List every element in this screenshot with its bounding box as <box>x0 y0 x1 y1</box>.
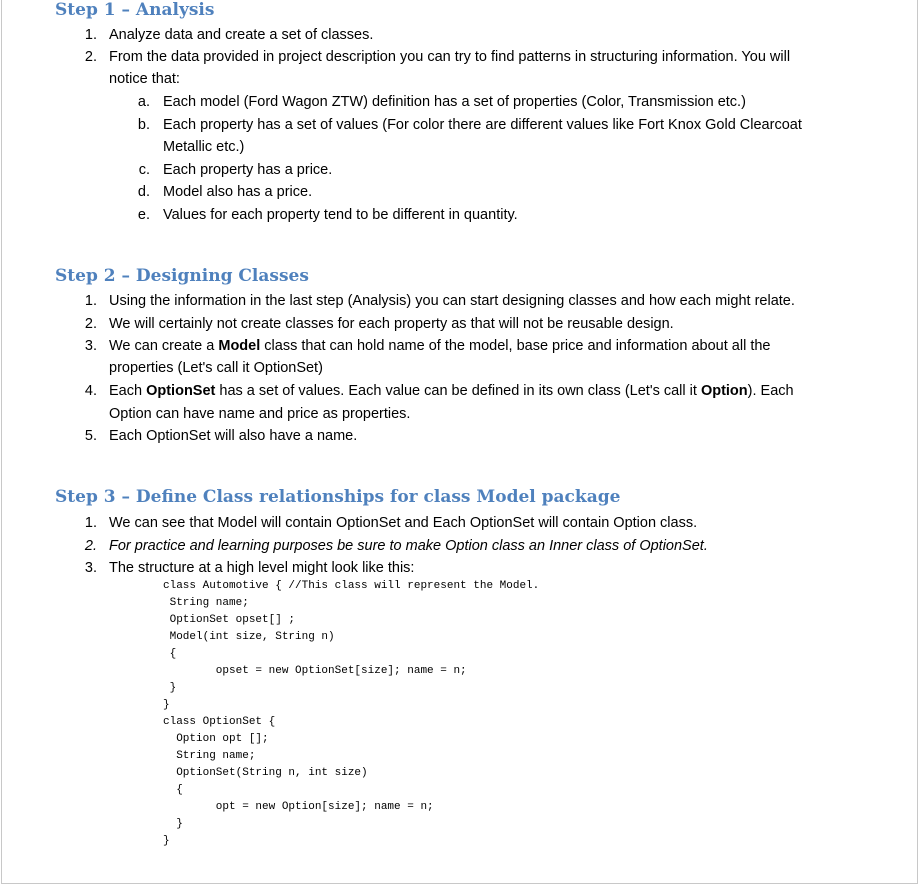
step1-sub-a-letter: a. <box>137 94 150 110</box>
code-line: String name; <box>163 597 249 609</box>
model-class-name: Model <box>218 338 261 354</box>
step3-item3-number: 3. <box>84 560 97 576</box>
step1-item2-text-line2: notice that: <box>109 71 180 87</box>
step3-item2-number: 2. <box>84 538 97 554</box>
code-line: String name; <box>163 750 256 762</box>
step3-heading: Step 3 – Define Class relationships for class Model package <box>55 487 621 507</box>
step1-sub-b-text-line1: Each property has a set of values (For color there are different values like Fort Knox Gold Clearcoat <box>163 117 802 133</box>
step2-item3-text-line1: We can create a Model class that can hold name of the model, base price and information about all the <box>109 338 771 354</box>
step1-sub-b-letter: b. <box>137 117 150 133</box>
step2-item1-text: Using the information in the last step (Analysis) you can start designing classes and how each might relate. <box>109 293 795 309</box>
code-line: opt = new Option[size]; name = n; <box>163 801 434 813</box>
step1-sub-c-letter: c. <box>138 162 150 178</box>
code-line: { <box>163 784 183 796</box>
step1-sub-c-text: Each property has a price. <box>163 162 333 178</box>
code-line: } <box>163 835 170 847</box>
code-line: } <box>163 699 170 711</box>
code-line: Model(int size, String n) <box>163 631 335 643</box>
step2-item2-text: We will certainly not create classes for each property as that will not be reusable design. <box>109 316 674 332</box>
step2-item4-text-line2: Option can have name and price as properties. <box>109 406 411 422</box>
step1-item1-text: Analyze data and create a set of classes. <box>109 27 374 43</box>
step1-sub-e-text: Values for each property tend to be different in quantity. <box>163 207 518 223</box>
code-line: } <box>163 818 183 830</box>
step1-heading: Step 1 – Analysis <box>55 0 215 20</box>
code-line: class OptionSet { <box>163 716 276 728</box>
code-line: class Automotive { //This class will represent the Model. <box>163 580 540 592</box>
optionset-class-name: OptionSet <box>146 383 216 399</box>
step2-item4-text-line1: Each OptionSet has a set of values. Each value can be defined in its own class (Let's call it Option). Each <box>109 383 794 399</box>
code-line: { <box>163 648 177 660</box>
option-class-name: Option <box>700 383 748 399</box>
step1-sub-e-letter: e. <box>137 207 150 223</box>
step2-item5-number: 5. <box>84 428 97 444</box>
code-line: Option opt []; <box>163 733 269 745</box>
code-line: } <box>163 682 177 694</box>
code-line: opset = new OptionSet[size]; name = n; <box>163 665 467 677</box>
step2-item1-number: 1. <box>84 293 97 309</box>
step3-item3-text: The structure at a high level might look like this: <box>109 560 415 576</box>
step3-item2-text: For practice and learning purposes be sure to make Option class an Inner class of OptionSet. <box>109 538 708 554</box>
step3-item1-number: 1. <box>84 515 97 531</box>
step2-item2-number: 2. <box>84 316 97 332</box>
step1-sub-a-text: Each model (Ford Wagon ZTW) definition has a set of properties (Color, Transmission etc.) <box>163 94 746 110</box>
step1-item2-number: 2. <box>84 49 97 65</box>
step2-item3-text-line2: properties (Let's call it OptionSet) <box>109 360 323 376</box>
step2-item5-text: Each OptionSet will also have a name. <box>109 428 358 444</box>
code-line: OptionSet(String n, int size) <box>163 767 368 779</box>
step1-item1-number: 1. <box>84 27 97 43</box>
step2-heading: Step 2 – Designing Classes <box>55 266 309 286</box>
step1-sub-b-text-line2: Metallic etc.) <box>163 139 245 155</box>
step3-item1-text: We can see that Model will contain OptionSet and Each OptionSet will contain Option class. <box>109 515 698 531</box>
step1-sub-d-letter: d. <box>137 184 150 200</box>
step1-sub-d-text: Model also has a price. <box>163 184 313 200</box>
step2-item3-number: 3. <box>84 338 97 354</box>
step2-item4-number: 4. <box>84 383 97 399</box>
code-line: OptionSet opset[] ; <box>163 614 296 626</box>
step1-item2-text-line1: From the data provided in project description you can try to find patterns in structuring information. You will <box>109 49 791 65</box>
